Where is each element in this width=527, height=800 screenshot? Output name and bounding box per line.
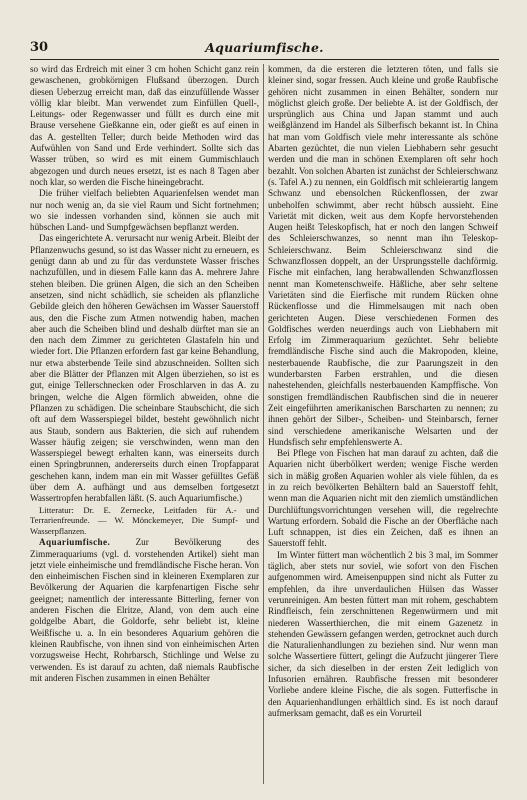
column-divider	[263, 64, 264, 784]
entry-text: Zur Bevölkerung des Zimmeraquariums (vgl. d. vorstehenden Artikel) sieht man jetzt viele einheimische und fremdländische Fische heran. Von den einheimischen Fischen sind in kleineren Exemplaren zur Bevölkerung der Aquarien die karpfenartigen Fische sehr geeignet; namentlich der interessante Bitterling, ferner von anderen Fischen die Elritze, Aland, von dem auch eine goldgelbe Abart, die Goldorfe, sehr beliebt ist, kleine Weißfische u. a. In ein besonderes Aquarium gehören die kleinen Raubfische, von ihnen sind von einheimischen Arten vorzugsweise Hecht, Rohrbarsch, Stichlinge und Welse zu verwenden. Es ist darauf zu achten, daß niemals Raubfische mit anderen Fischen zusammen in einen Behälter	[30, 537, 259, 683]
header-rule	[30, 59, 499, 60]
left-column	[30, 64, 259, 786]
paragraph: Im Winter füttert man wöchentlich 2 bis 3 mal, im Sommer täglich, aber stets nur soviel, wie sofort von den Fischen aufgenommen wird. Ameisenpuppen sind nicht als Futter zu empfehlen, da ihre unverdaulichen Hülsen das Wasser verunreinigen. Am besten füttert man mit rohem, geschabtem Rindfleisch, fein zerschnittenen Regenwürmern und mit niederen Wasserthierchen, die mit einem Gazenetz in stehenden Gewässern gefangen werden, getrocknet auch durch die Naturalienhandlungen zu beziehen sind. Nur wenn man solche Wassertiere füttert, gelingt die Aufzucht jüngerer Tiere sicher, da sich dieselben in der ersten Zeit lediglich von Infusorien ernähren. Raubfische fressen mit besonderer Vorliebe andere kleine Fische, die als sogen. Futterfische in den Aquarienhandlungen erhältlich sind. Es ist noch darauf aufmerksam gemacht, daß es ein Vorurteil	[268, 549, 498, 718]
paragraph: Bei Pflege von Fischen hat man darauf zu achten, daß die Aquarien nicht überbölkert werden; wenige Fische werden sich in mäßig großen Aquarien wohler als viele fühlen, da es in zu reich bevölkerten Behältern bald an Sauerstoff fehlt, wenn man die Aquarien nicht mit den ziemlich umständlichen Durchlüftungsvorrichtungen versehen will, die regelrechte Wartung erfordern. Sobald die Fische an der Oberfläche nach Luft schnappen, ist dies ein Zeichen, daß es ihnen an Sauerstoff fehlt.	[268, 448, 498, 549]
literature-note: Litteratur: Dr. E. Zernecke, Leitfaden für A.- und Terrarienfreunde. — W. Mönckemeyer, Die Sumpf- und Wasserpflanzen.	[30, 504, 259, 537]
paragraph: kommen, da die ersteren die letzteren töten, und falls sie kleiner sind, sogar fressen. Auch kleine und große Raubfische gehören nicht zusammen in einen Behälter, sondern nur möglichst gleich große. Der beliebte A. ist der Goldfisch, der ursprünglich aus China und Japan stammt und auch weißglänzend im Handel als Silberfisch bekannt ist. In China hat man vom Goldfisch viele mehr interessante als schöne Abarten gezüchtet, die nun vielen Liebhabern sehr gesucht werden und die man in schönen Exemplaren oft sehr hoch bezahlt. Von solchen Abarten ist zunächst der Schleierschwanz (s. Tafel A.) zu nennen, ein Goldfisch mit schleierartig langem Schwanz und ebensolchen Rückenflossen, der zwar unbeholfen schwimmt, aber recht hübsch aussieht. Eine Varietät mit dicken, weit aus dem Kopfe hervorstehenden Augen heißt Teleskopfisch, hat er noch den langen Schweif des Schleierschwanzes, so nennt man ihn Teleskop-Schleierschwanz. Beim Schleierschwanz sind die Schwanzflossen doppelt, an der Ursprungsstelle dachförmig. Fische mit einfachen, lang herabwallenden Schwanzflossen nennt man Kometenschweife. Häßliche, aber sehr seltene Varietäten sind die Eierfische mit rundem Rücken ohne Rückenflosse und die Himmelsaugen mit nach oben gerichteten Augen. Diese verschiedenen Formen des Goldfisches werden neuerdings auch von Liebhabern mit Erfolg im Zimmeraquarium gezüchtet. Sehr beliebte fremdländische Fische sind auch die Makropoden, kleine, nesterbauende Raubfische, die zur Paarungszeit in den wunderbarsten Farben erstrahlen, und die diesen nahestehenden, gleichfalls nesterbauenden Kampffische. Von sonstigen fremdländischen Raubfischen sind die in neuerer Zeit eingeführten amerikanischen Barscharten zu nennen; zu ihnen gehört der Silber-, Scheiben- und Steinbarsch, ferner sind verschiedene amerikanische Welsarten und der Hundsfisch sehr empfehlenswerte A.	[268, 64, 498, 447]
entry-headword: Aquariumfische.	[39, 537, 111, 548]
paragraph: Das eingerichtete A. verursacht nur wenig Arbeit. Bleibt der Pflanzenwuchs gesund, so ist das Wasser nicht zu erneuern, es genügt dann ab und zu für das verdunstete Wasser frisches nachzufüllen, und in diesem Falle kann das A. mehrere Jahre stehen bleiben. Die grünen Algen, die sich an den Scheiben ansetzen, sind nicht schädlich, sie scheiden als pflanzliche Gebilde gleich den höheren Gewächsen im Wasser Sauerstoff aus, den die Fische zum Atmen notwendig haben, machen aber auch die Scheiben blind und deshalb dürftet man sie an den nach dem Zimmer zu gerichteten Glastafeln hin und wieder fort. Die Pflanzen erfordern fast gar keine Behandlung, nur etwa absterbende Teile sind abzuschneiden. Sollten sich aber die Blätter der Pflanzen mit Algen überziehen, so ist es gut, einige Tellerschnecken oder Froschlarven in das A. zu bringen, welche die Algen förmlich abweiden, ohne die Pflanzen zu schädigen. Die scheinbare Staubschicht, die sich oft auf dem Wasserspiegel bildet, besteht gewöhnlich nicht aus Staub, sondern aus Bakterien, die sich auf ruhendem Wasser häufig zeigen; sie verschwinden, wenn man den Wasserspiegel bewegt erhalten kann, was einerseits durch einen Springbrunnen, andererseits durch einen Tropfapparat geschehen kann, indem man ein mit Wasser gefülltes Gefäß über dem A. aufhängt und aus demselben fortgesetzt Wassertropfen herabfallen läßt. (S. auch Aquariumfische.)	[30, 233, 259, 504]
page-number: 30	[30, 40, 49, 55]
entry-paragraph	[30, 537, 259, 684]
page-header	[30, 40, 499, 58]
running-title: Aquariumfische.	[205, 40, 324, 55]
paragraph: so wird das Erdreich mit einer 3 cm hohen Schicht ganz rein gewaschenen, grobkörnigen Flußsand überzogen. Durch diesen Ueberzug erreicht man, daß das einzufüllende Wasser völlig klar bleibt. Man verwendet zum Einfüllen Quell-, Leitungs- oder Regenwasser und füllt es durch eine mit Brause versehene Gießkanne ein, oder gießt es auf einen in das A. gestellten Teller; durch beide Methoden wird das Aufwühlen von Sand und Erde verhindert. Sollte sich das Wasser trüben, so wird es mit einem Gummischlauch abgezogen und durch neues ersetzt, ist es nach 8 Tagen aber noch klar, so werden die Fische hineingebracht.	[30, 64, 259, 187]
right-column	[268, 64, 498, 786]
paragraph: Die früher vielfach beliebten Aquarienfelsen wendet man nur noch wenig an, da sie viel Raum und Sicht fortnehmen; wo sie indessen vorhanden sind, können sie auch mit hübschen Land- und Sumpfgewächsen bepflanzt werden.	[30, 188, 259, 233]
